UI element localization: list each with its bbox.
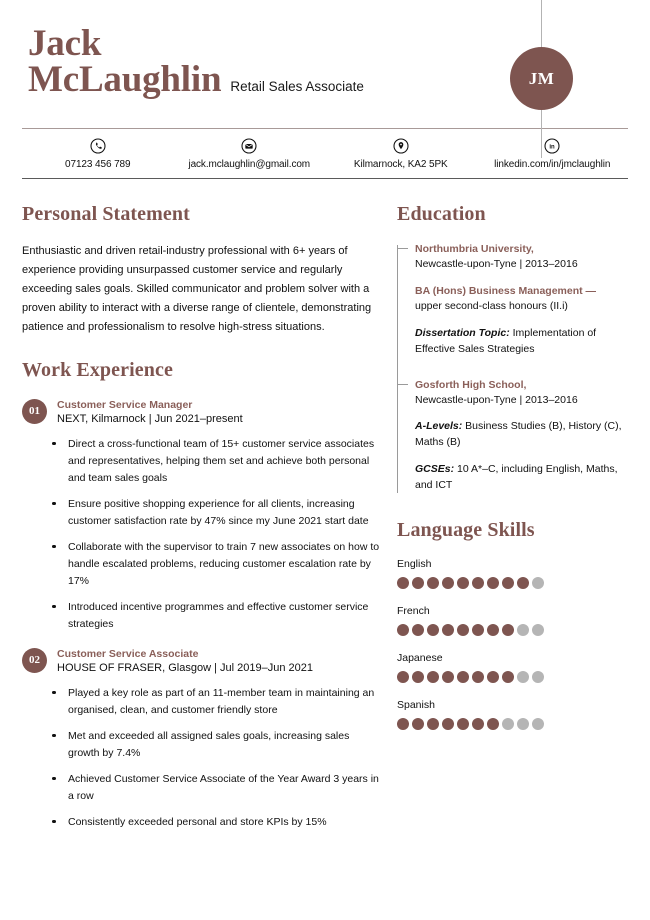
section-title-education: Education [397, 203, 486, 225]
language-name: Spanish [397, 699, 435, 712]
education-school: Northumbria University, [415, 243, 534, 255]
contact-item-phone[interactable] [22, 138, 174, 170]
job-role: Customer Service Associate [57, 647, 199, 660]
email-icon [241, 138, 257, 154]
rating-dot-empty [517, 624, 529, 636]
rating-dot-empty [532, 671, 544, 683]
language-rating [397, 671, 628, 683]
job-bullets [22, 436, 383, 633]
last-name: McLaughlin [28, 59, 222, 101]
language-item [397, 652, 628, 683]
location-icon [393, 138, 409, 154]
education-entry [415, 242, 628, 358]
job-heading [57, 647, 313, 677]
rating-dot-filled [427, 671, 439, 683]
education-alevels-label: A-Levels: [415, 420, 463, 433]
job-bullet: Achieved Customer Service Associate of the Year Award 3 years in a row [48, 771, 383, 805]
education-timeline [397, 242, 628, 493]
rating-dot-filled [442, 624, 454, 636]
education-place: Newcastle-upon-Tyne | 2013–2016 [415, 257, 578, 270]
resume-body [0, 179, 650, 845]
rating-dot-filled [472, 577, 484, 589]
rating-dot-filled [397, 577, 409, 589]
job-number-badge: 01 [22, 399, 47, 424]
language-name: Japanese [397, 652, 443, 665]
job-bullet: Consistently exceeded personal and store KPIs by 15% [48, 814, 383, 831]
job-bullet: Collaborate with the supervisor to train 7 new associates on how to handle escalated problems, reducing customer escalation rate by 17% [48, 539, 383, 590]
rating-dot-filled [457, 577, 469, 589]
phone-icon [90, 138, 106, 154]
rating-dot-empty [502, 718, 514, 730]
education-gcses [415, 462, 628, 494]
language-item [397, 699, 628, 730]
personal-statement-body: Enthusiastic and driven retail-industry professional with 6+ years of experience providing unsurpassed customer service and regularly exceeding sales goals. Skilled communicator and problem solver with a proven ability to interact with a diverse range of clientele, demonstrating patience and professionalism to resolve high-stress situations. [22, 245, 372, 333]
rating-dot-filled [412, 624, 424, 636]
left-column [22, 179, 397, 845]
job-heading [57, 398, 243, 428]
first-name: Jack [28, 23, 102, 64]
contact-item-email[interactable] [174, 138, 326, 170]
language-name: English [397, 558, 432, 571]
section-title-personal-statement: Personal Statement [22, 203, 190, 225]
rating-dot-filled [487, 671, 499, 683]
job-title: Retail Sales Associate [230, 79, 364, 95]
contact-item-location[interactable] [325, 138, 477, 170]
rating-dot-empty [532, 718, 544, 730]
education-alevels [415, 419, 628, 451]
job-bullet: Played a key role as part of an 11-member team in maintaining an organised, clean, and customer friendly store [48, 685, 383, 719]
education-entry [415, 378, 628, 494]
education-degree [415, 284, 628, 316]
job-bullet: Introduced incentive programmes and effective customer service strategies [48, 599, 383, 633]
rating-dot-filled [502, 671, 514, 683]
job-role: Customer Service Manager [57, 398, 193, 411]
education-alevels-rest: Business Studies (B), History (C), Maths (B) [415, 420, 622, 449]
education-dissertation-rest: Implementation of Effective Sales Strategies [415, 327, 597, 355]
job-bullet: Ensure positive shopping experience for all clients, increasing customer satisfaction rate by 47% since my June 2021 start date [48, 496, 383, 530]
rating-dot-filled [472, 718, 484, 730]
rating-dot-filled [472, 671, 484, 683]
rating-dot-empty [517, 671, 529, 683]
rating-dot-filled [412, 577, 424, 589]
contact-linkedin-text: linkedin.com/in/jmclaughlin [494, 159, 611, 170]
language-rating [397, 624, 628, 636]
rating-dot-filled [442, 718, 454, 730]
section-title-language-skills: Language Skills [397, 519, 535, 542]
education-tick [397, 248, 408, 249]
rating-dot-empty [532, 624, 544, 636]
rating-dot-filled [427, 718, 439, 730]
rating-dot-filled [487, 718, 499, 730]
contact-phone-text: 07123 456 789 [65, 159, 131, 170]
language-name: French [397, 605, 430, 618]
rating-dot-filled [412, 671, 424, 683]
job-entry [22, 398, 383, 428]
education-degree-title: BA (Hons) Business Management — [415, 284, 597, 297]
job-meta: HOUSE OF FRASER, Glasgow | Jul 2019–Jun 2021 [57, 661, 313, 674]
rating-dot-filled [427, 624, 439, 636]
job-bullets [22, 685, 383, 831]
education-axis-line [397, 245, 398, 493]
resume-header [0, 0, 650, 128]
language-rating [397, 577, 628, 589]
rating-dot-empty [532, 577, 544, 589]
language-item [397, 605, 628, 636]
job-number-badge: 02 [22, 648, 47, 673]
language-skills-list [397, 558, 628, 730]
rating-dot-filled [442, 671, 454, 683]
rating-dot-filled [502, 577, 514, 589]
avatar [510, 47, 573, 110]
language-rating [397, 718, 628, 730]
rating-dot-filled [502, 624, 514, 636]
rating-dot-filled [457, 671, 469, 683]
rating-dot-filled [397, 671, 409, 683]
section-title-work-experience: Work Experience [22, 358, 173, 381]
language-item [397, 558, 628, 589]
rating-dot-filled [457, 718, 469, 730]
job-meta: NEXT, Kilmarnock | Jun 2021–present [57, 412, 243, 425]
education-gcses-label: GCSEs: [415, 462, 455, 475]
education-dissertation [415, 326, 628, 358]
rating-dot-filled [397, 718, 409, 730]
contact-bar [0, 129, 650, 178]
education-school: Gosforth High School, [415, 378, 527, 391]
education-degree-rest: upper second-class honours (II.i) [415, 300, 568, 313]
education-place: Newcastle-upon-Tyne | 2013–2016 [415, 393, 578, 406]
rating-dot-empty [517, 718, 529, 730]
rating-dot-filled [442, 577, 454, 589]
education-dissertation-label: Dissertation Topic: [415, 327, 510, 340]
rating-dot-filled [457, 624, 469, 636]
contact-item-linkedin[interactable] [477, 138, 629, 170]
svg-text:in: in [549, 144, 555, 151]
education-gcses-rest: 10 A*–C, including English, Maths, and ICT [415, 462, 618, 491]
rating-dot-filled [397, 624, 409, 636]
rating-dot-filled [412, 718, 424, 730]
linkedin-icon [544, 138, 560, 154]
education-tick [397, 384, 408, 385]
job-bullet: Direct a cross-functional team of 15+ customer service associates and representatives, helping them set and achieve both personal and team sales goals [48, 436, 383, 487]
rating-dot-filled [517, 577, 529, 589]
avatar-initials: JM [528, 68, 555, 88]
contact-location-text: Kilmarnock, KA2 5PK [353, 159, 448, 170]
rating-dot-filled [487, 577, 499, 589]
rating-dot-filled [427, 577, 439, 589]
contact-email-text: jack.mclaughlin@gmail.com [188, 159, 311, 170]
rating-dot-filled [487, 624, 499, 636]
rating-dot-filled [472, 624, 484, 636]
job-entry [22, 647, 383, 677]
right-column [397, 179, 628, 845]
job-bullet: Met and exceeded all assigned sales goals, increasing sales growth by 7.4% [48, 728, 383, 762]
